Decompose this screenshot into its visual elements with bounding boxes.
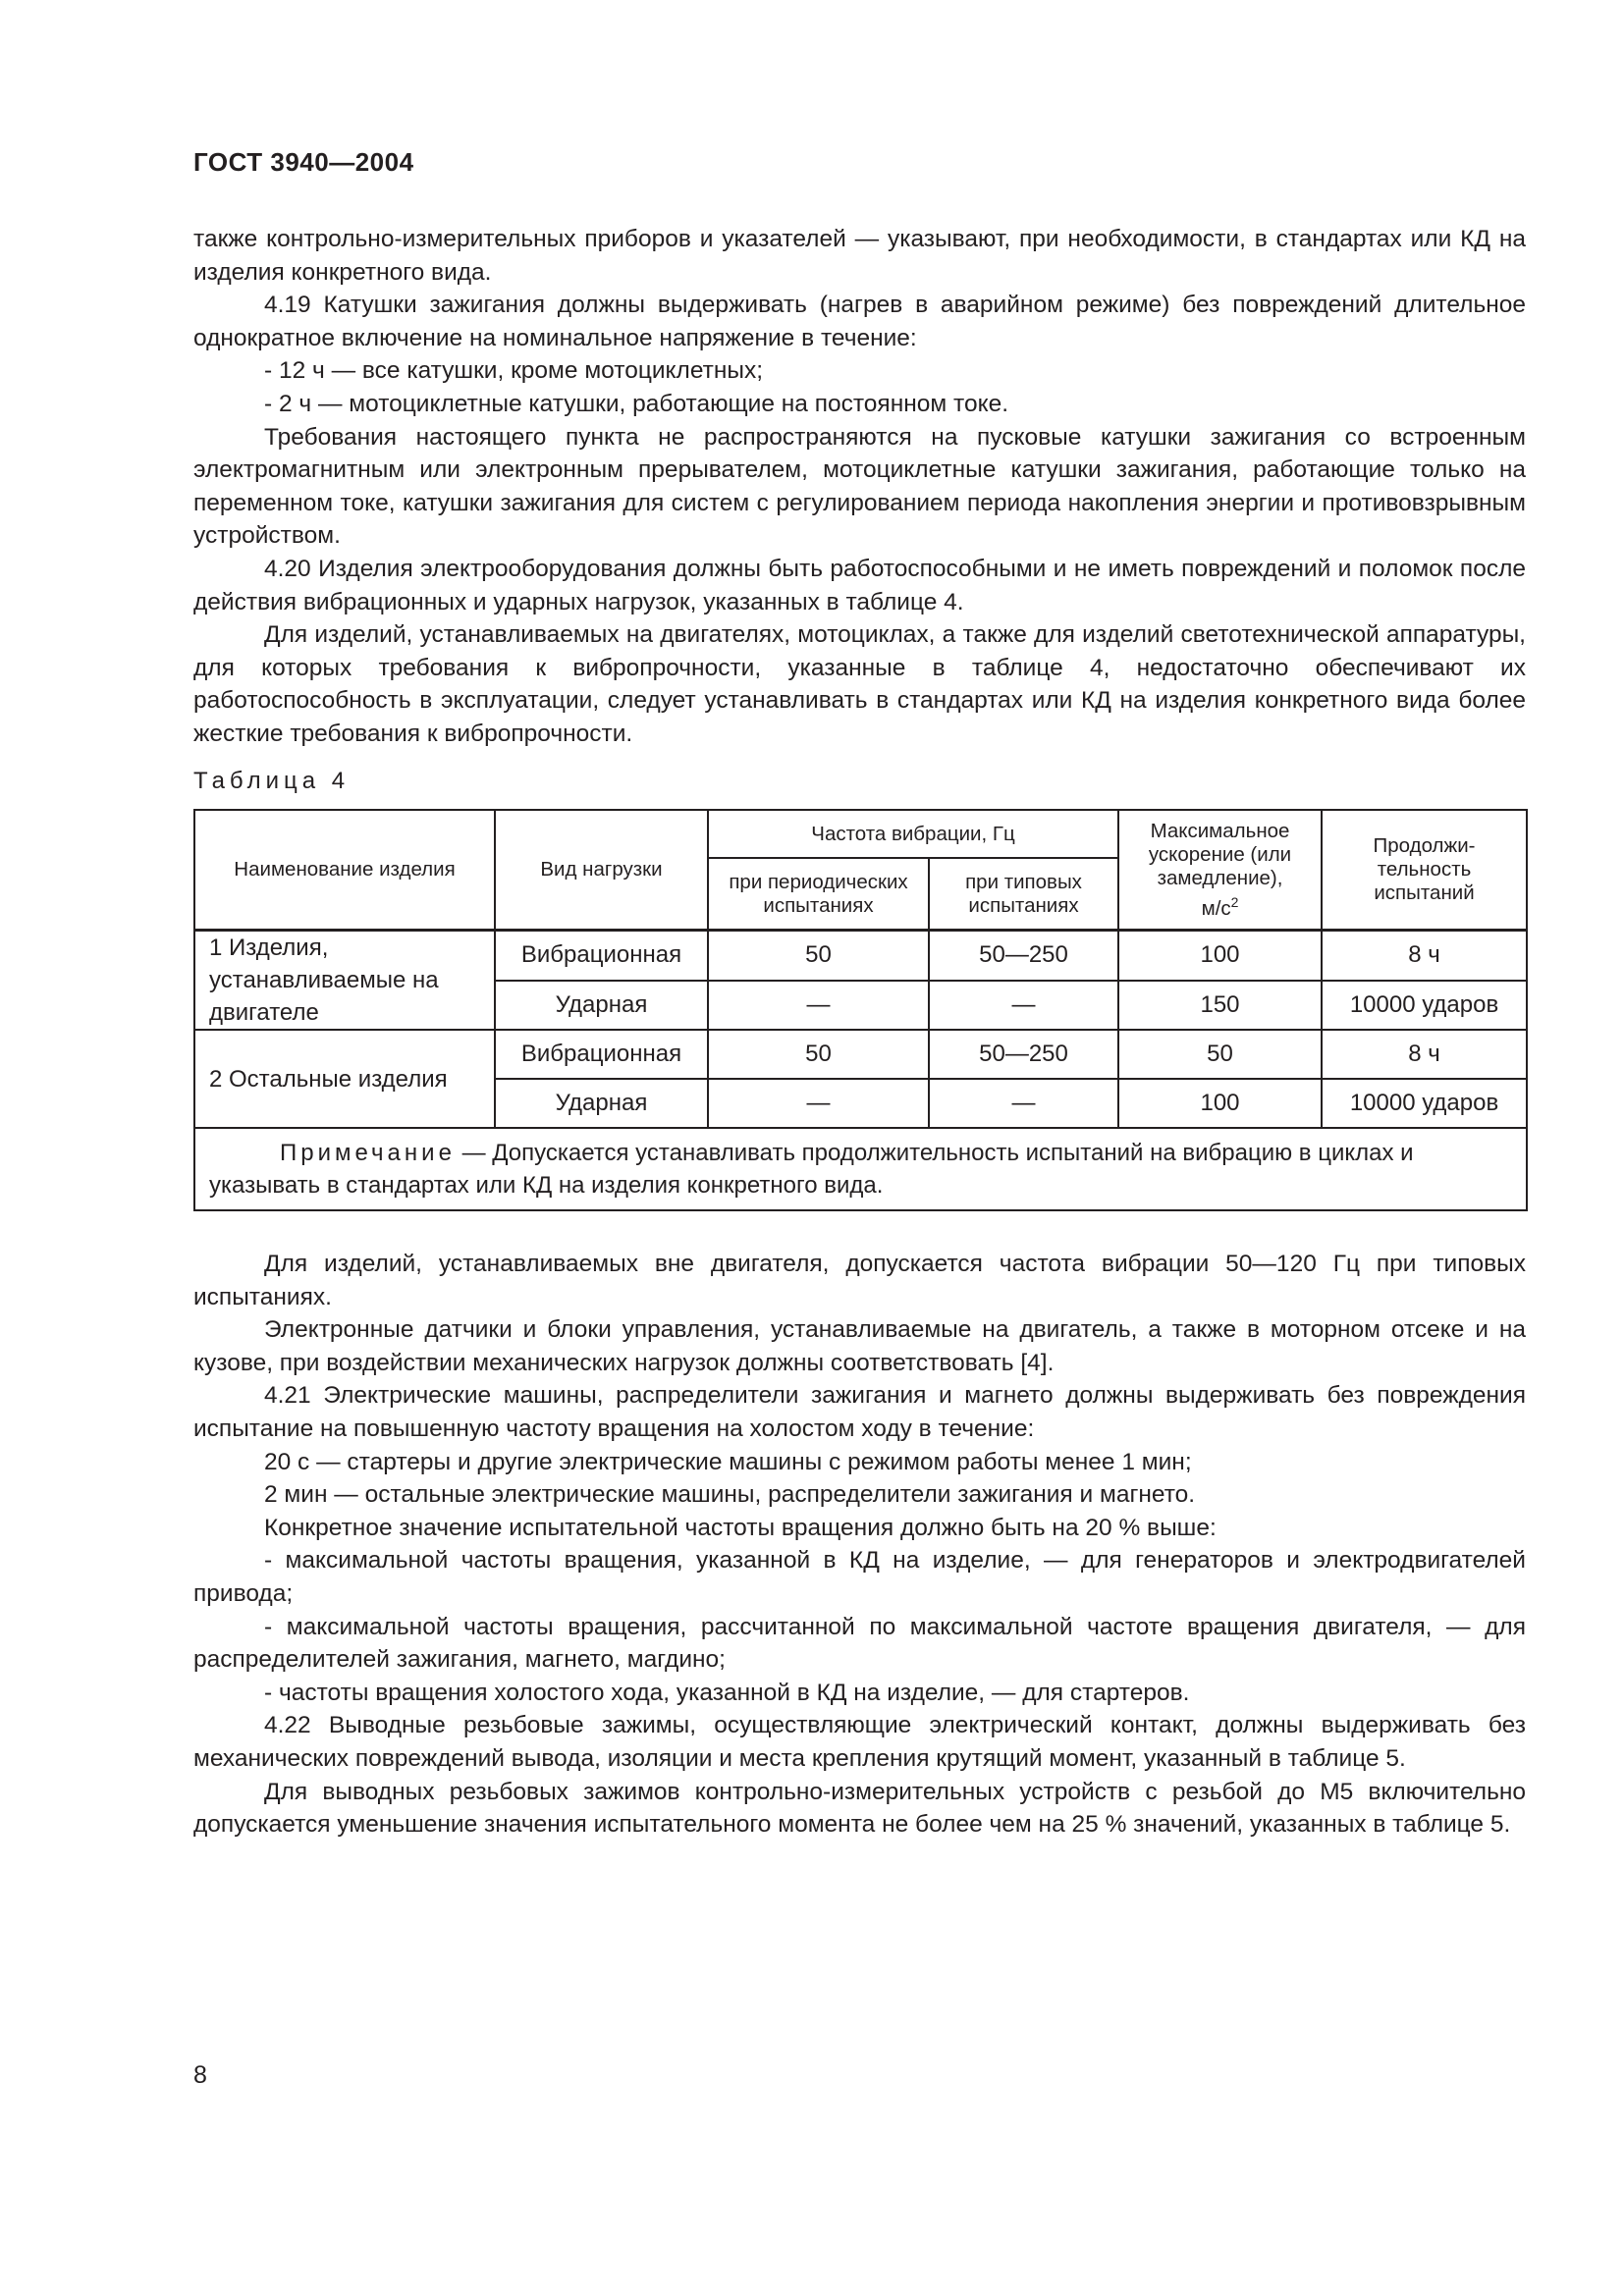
text-block-bottom — [193, 1248, 1526, 1842]
table-note — [194, 1128, 1527, 1210]
table-caption: Таблица 4 — [193, 768, 351, 794]
paragraph: Требования настоящего пункта не распространяются на пусковые катушки зажигания со встроенным электромагнитным или электронным прерывателем, мотоциклетные катушки зажигания, работающие только на переменном токе, катушки зажигания для систем с регулированием периода накопления энергии и противовзрывным устройством. — [193, 423, 1526, 550]
paragraph: 4.21 Электрические машины, распределители зажигания и магнето должны выдерживать без повреждения испытание на повышенную частоту вращения на холостом ходу в течение: — [193, 1382, 1526, 1442]
cell-load: Вибрационная — [495, 931, 708, 981]
header-name: Наименование изделия — [194, 810, 495, 931]
text-block-top — [193, 223, 1526, 751]
list-item: 2 мин — остальные электрические машины, распределители зажигания и магнето. — [264, 1481, 1196, 1509]
header-frequency-typical: при типовых испытаниях — [929, 858, 1118, 931]
header-acceleration-text: Максимальное ускорение (или замедление), — [1148, 819, 1292, 889]
cell-accel: 100 — [1118, 1079, 1322, 1128]
page-number: 8 — [193, 2061, 207, 2089]
paragraph: Для изделий, устанавливаемых вне двигателя, допускается частота вибрации 50—120 Гц при типовых испытаниях. — [193, 1251, 1526, 1310]
header-acceleration-unit: м/с — [1201, 896, 1231, 920]
cell-load: Ударная — [495, 981, 708, 1031]
header-duration: Продолжи-тельность испытаний — [1322, 810, 1527, 931]
paragraph: Для изделий, устанавливаемых на двигателях, мотоциклах, а также для изделий светотехнической аппаратуры, для которых требования к вибропрочности, указанные в таблице 4, недостаточно обеспечивают их работоспособность в эксплуатации, следует устанавливать в стандартах или КД на изделия конкретного вида более жесткие требования к вибропрочности. — [193, 621, 1526, 747]
cell-load: Вибрационная — [495, 1030, 708, 1079]
cell-load: Ударная — [495, 1079, 708, 1128]
header-acceleration-sup: 2 — [1230, 893, 1239, 910]
cell-periodic: — — [708, 1079, 929, 1128]
cell-duration: 8 ч — [1322, 931, 1527, 981]
table-row — [194, 1030, 1527, 1079]
list-item: - частоты вращения холостого хода, указанной в КД на изделие, — для стартеров. — [264, 1679, 1190, 1706]
document-code: ГОСТ 3940—2004 — [193, 147, 414, 177]
list-item: - максимальной частоты вращения, указанной в КД на изделие, — для генераторов и электродвигателей привода; — [193, 1547, 1526, 1607]
cell-duration: 8 ч — [1322, 1030, 1527, 1079]
cell-periodic: 50 — [708, 931, 929, 981]
vibration-table — [193, 809, 1528, 1211]
paragraph: также контрольно-измерительных приборов и указателей — указывают, при необходимости, в стандартах или КД на изделия конкретного вида. — [193, 226, 1526, 286]
group-name: 2 Остальные изделия — [194, 1030, 495, 1128]
paragraph: 4.22 Выводные резьбовые зажимы, осуществляющие электрический контакт, должны выдерживать без механических повреждений вывода, изоляции и места крепления крутящий момент, указанный в таблице 5. — [193, 1712, 1526, 1772]
paragraph: Для выводных резьбовых зажимов контрольно-измерительных устройств с резьбой до М5 включительно допускается уменьшение значения испытательного момента не более чем на 25 % значений, указанных в таблице 5. — [193, 1778, 1526, 1839]
cell-periodic: 50 — [708, 1030, 929, 1079]
cell-accel: 100 — [1118, 931, 1322, 981]
cell-duration: 10000 ударов — [1322, 981, 1527, 1031]
header-frequency: Частота вибрации, Гц — [708, 810, 1118, 858]
cell-typical: 50—250 — [929, 1030, 1118, 1079]
cell-duration: 10000 ударов — [1322, 1079, 1527, 1128]
list-item: - 2 ч — мотоциклетные катушки, работающие на постоянном токе. — [264, 390, 1009, 417]
paragraph: 4.19 Катушки зажигания должны выдерживать (нагрев в аварийном режиме) без повреждений длительное однократное включение на номинальное напряжение в течение: — [193, 292, 1526, 351]
cell-typical: 50—250 — [929, 931, 1118, 981]
paragraph: Электронные датчики и блоки управления, устанавливаемые на двигатель, а также в моторном отсеке и на кузове, при воздействии механических нагрузок должны соответствовать [4]. — [193, 1316, 1526, 1376]
table-row — [194, 931, 1527, 981]
header-frequency-periodic: при периодических испытаниях — [708, 858, 929, 931]
list-item: - 12 ч — все катушки, кроме мотоциклетных; — [264, 357, 764, 385]
cell-accel: 50 — [1118, 1030, 1322, 1079]
paragraph: 4.20 Изделия электрооборудования должны быть работоспособными и не иметь повреждений и поломок после действия вибрационных и ударных нагрузок, указанных в таблице 4. — [193, 555, 1526, 615]
table-note-row — [194, 1128, 1527, 1210]
note-text: — Допускается устанавливать продолжительность испытаний на вибрацию в циклах и указывать в стандартах или КД на изделия конкретного вида. — [209, 1140, 1414, 1199]
cell-periodic: — — [708, 981, 929, 1031]
header-acceleration — [1118, 810, 1322, 931]
cell-accel: 150 — [1118, 981, 1322, 1031]
group-name: 1 Изделия, устанавливаемые на двигателе — [194, 931, 495, 1031]
list-item: - максимальной частоты вращения, рассчитанной по максимальной частоте вращения двигателя, — для распределителей зажигания, магнето, магдино; — [193, 1613, 1526, 1674]
header-load: Вид нагрузки — [495, 810, 708, 931]
paragraph: Конкретное значение испытательной частоты вращения должно быть на 20 % выше: — [264, 1514, 1217, 1541]
cell-typical: — — [929, 981, 1118, 1031]
cell-typical: — — [929, 1079, 1118, 1128]
list-item: 20 с — стартеры и другие электрические машины с режимом работы менее 1 мин; — [264, 1448, 1192, 1475]
note-label: Примечание — [280, 1140, 456, 1166]
